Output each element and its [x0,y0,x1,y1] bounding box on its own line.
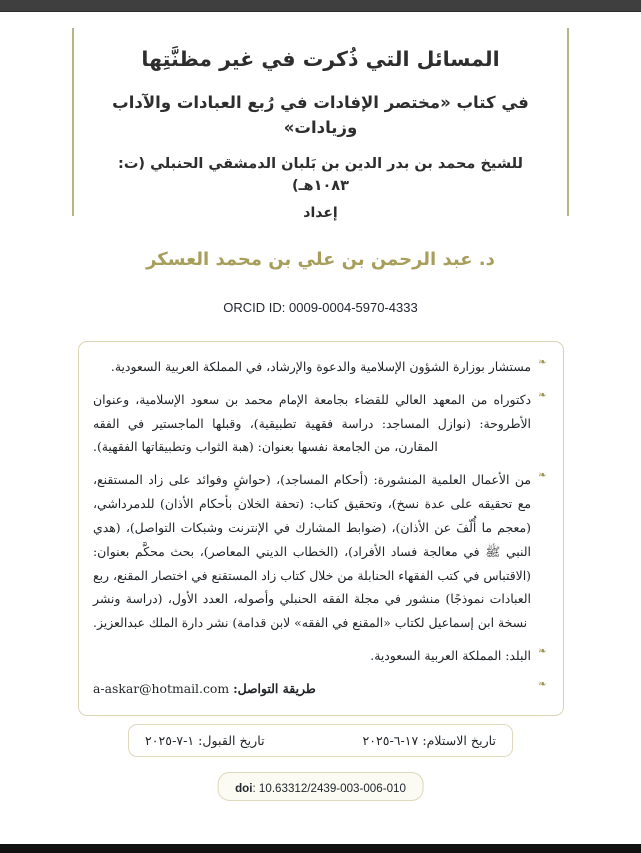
author-name: د. عبد الرحمن بن علي بن محمد العسكر [146,249,495,270]
dates-bar [128,724,513,757]
page-top-edge-bar [0,0,641,12]
author-bio-box [78,341,564,716]
accepted-date [145,733,265,748]
floret-bullet-icon: ❧ [538,645,547,657]
doi-badge[interactable] [217,772,424,801]
page-bottom-edge-bar [0,844,641,853]
bio-item-position [93,355,549,379]
accepted-date-label: تاريخ القبول: [198,733,265,748]
floret-bullet-icon: ❧ [538,470,547,482]
bio-item-contact [93,677,549,701]
received-date-value: ١٧-٦-٢٠٢٥ [362,733,419,748]
bio-item-text: البلد: المملكة العربية السعودية. [370,647,531,663]
contact-row [93,677,531,701]
title-block [72,28,569,216]
bio-item-country [93,644,549,668]
received-date [362,733,496,748]
floret-bullet-icon: ❧ [538,389,547,401]
title-subtitle-author-of-book: للشيخ محمد بن بدر الدين بن بَلبان الدمشقي الحنبلي (ت: ١٠٨٣هـ) [118,155,523,195]
author-block [0,205,641,315]
contact-label: طريقة التواصل: [233,680,316,696]
bio-item-education [93,388,549,459]
prepared-by-label: إعداد [303,205,338,221]
bio-item-text: من الأعمال العلمية المنشورة: (أحكام المساجد)، (حواشٍ وفوائد على زاد المستقنع، مع تحقيقه على عدة نسخ)، وتحقيق كتاب: (تحفة الخلان بأحكام الأذان) للدمرداشي، (معجم ما أُلّفَ عن الأذان)، (ضوابط المشارك في الإنترنت وشبكات التواصل)، (هدي النبي ﷺ في معالجة فساد الأفراد)، (الخطاب الديني المعاصر)، بحث محكَّم بعنوان: (الاقتباس في كتب الفقهاء الحنابلة من خلال كتاب زاد المستقنع في اختصار المقنع، ربع العبادات نموذجًا) منشور في مجلة الفقه الحنبلي وأصوله، العدد الأول، (دراسة ونشر نسخة ابن إسماعيل لكتاب «المقنع في الفقه» لابن قدامة) نشر دارة الملك عبدالعزيز. [93,472,531,631]
doi-prefix: doi [235,782,253,795]
bio-item-text: مستشار بوزارة الشؤون الإسلامية والدعوة والإرشاد، في المملكة العربية السعودية. [110,359,531,374]
orcid-id: ORCID ID: 0009-0004-5970-4333 [223,300,418,315]
floret-bullet-icon: ❧ [538,357,547,368]
title-subtitle-book: في كتاب «مختصر الإفادات في رُبع العبادات والآداب وزيادات» [112,92,529,138]
bio-item-publications [93,468,549,635]
bio-item-text: دكتوراه من المعهد العالي للقضاء بجامعة الإمام محمد بن سعود الإسلامية، وعنوان الأطروحة: (نوازل المساجد: دراسة فقهية تطبيقية)، وقبلها الماجستير في الفقه المقارن، من الجامعة نفسها بعنوان: (هبة الثواب وتطبيقاتها الفقهية). [93,391,531,455]
page-title: المسائل التي ذُكرت في غير مظنَّتِها [141,47,500,71]
received-date-label: تاريخ الاستلام: [422,733,496,748]
floret-bullet-icon: ❧ [538,678,547,690]
doi-text [235,782,406,795]
doi-separator: : [252,782,259,795]
contact-email[interactable]: a-askar@hotmail.com [93,680,230,696]
doi-value: 10.63312/2439-003-006-010 [258,782,406,795]
accepted-date-value: ١-٧-٢٠٢٥ [145,733,195,748]
